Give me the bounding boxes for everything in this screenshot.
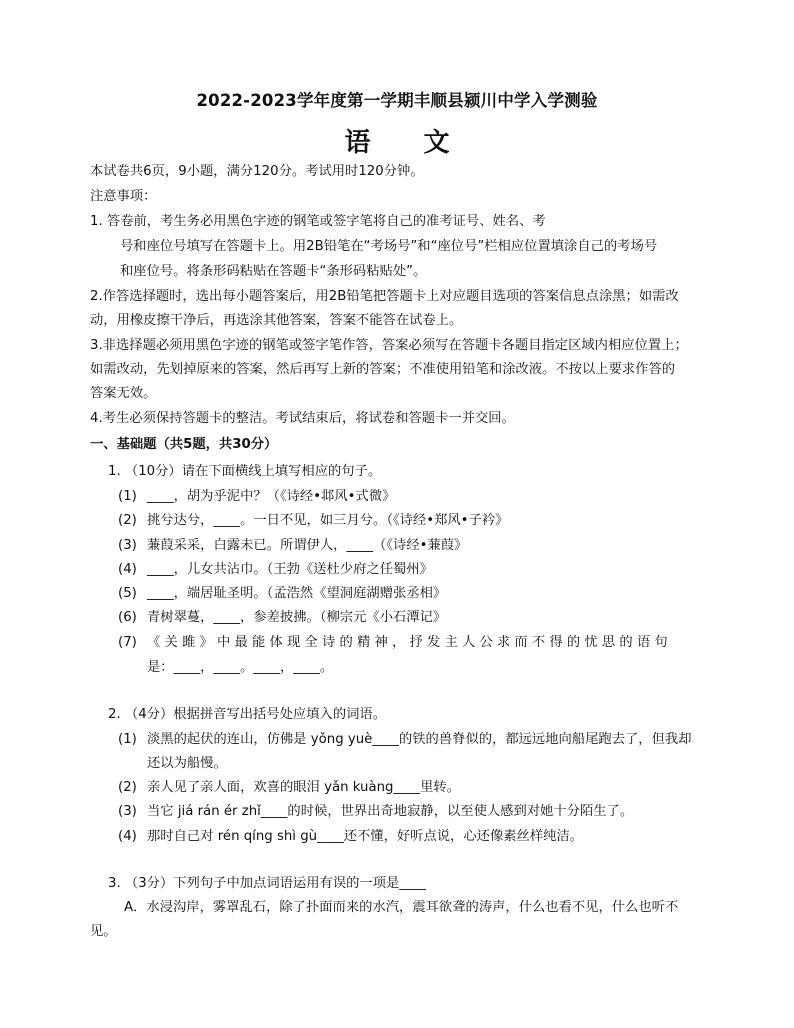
notes-title: 注意事项： [90, 189, 157, 204]
note-line: 2.作答选择题时，选出每小题答案后，用2B铅笔把答题卡上对应题目选项的答案信息点涂黑；如需改 [90, 289, 679, 304]
question-1-prompt: 1. （10分）请在下面横线上填写相应的句子。 [108, 464, 382, 479]
item-continuation: 还以为船慢。 [147, 756, 227, 771]
note-line: 和座位号。将条形码粘贴在答题卡“条形码粘贴处”。 [120, 264, 427, 279]
section-heading: 一、基础题（共5题，共30分） [90, 437, 278, 452]
item-text: ____，端居耻圣明。（孟浩然《望洞庭湖赠张丞相》 [147, 586, 447, 601]
option-a-continuation: 见。 [90, 924, 117, 939]
item-text: 挑兮达兮，____。一日不见，如三月兮。（《诗经•郑风•子衿》 [147, 513, 509, 528]
item-text: 青树翠蔓，____，参差披拂。（柳宗元《小石潭记》 [147, 610, 447, 625]
item-text: 蒹葭采采，白露未已。所谓伊人，____（《诗经•蒹葭》 [147, 538, 468, 553]
note-line: 如需改动，先划掉原来的答案，然后再写上新的答案；不准使用铅笔和涂改液。不按以上要求作答的 [90, 362, 676, 377]
item-number: (1) [118, 489, 137, 504]
item-number: (1) [118, 732, 137, 747]
item-text: 亲人见了亲人面，欢喜的眼泪 yǎn kuàng____里转。 [147, 780, 460, 795]
question-2-prompt: 2. （4分）根据拼音写出括号处应填入的词语。 [108, 707, 387, 722]
question-3-prompt: 3. （3分）下列句子中加点词语运用有误的一项是____ [108, 876, 426, 891]
item-number: (2) [118, 513, 137, 528]
item-number: (7) [118, 635, 137, 650]
item-text: 那时自己对 rén qíng shì gù____还不懂，好听点说，心还像素丝样纯洁。 [147, 829, 584, 844]
note-line: 动，用橡皮擦干净后，再选涂其他答案，答案不能答在试卷上。 [90, 313, 463, 328]
item-text: 当它 jiá rán ér zhǐ____的时候，世界出奇地寂静，以至使人感到对她十分陌生了。 [147, 804, 634, 819]
note-line: 1. 答卷前，考生务必用黑色字迹的钢笔或签字笔将自己的准考证号、姓名、考 [90, 214, 546, 229]
item-number: (3) [118, 538, 137, 553]
note-line: 号和座位号填写在答题卡上。用2B铅笔在“考场号”和“座位号”栏相应位置填涂自己的考场号 [120, 239, 658, 254]
note-line: 3.非选择题必须用黑色字迹的钢笔或签字笔作答，答案必须写在答题卡各题目指定区域内相应位置上； [90, 338, 688, 353]
item-text: 淡黑的起伏的连山，仿佛是 yǒng yuè____的铁的兽脊似的，都远远地向船尾跑去了，但我却 [147, 732, 692, 747]
note-line: 4.考生必须保持答题卡的整洁。考试结束后，将试卷和答题卡一并交回。 [90, 411, 515, 426]
exam-summary: 本试卷共6页，9小题，满分120分。考试用时120分钟。 [90, 164, 424, 179]
item-text: ____，儿女共沾巾。（王勃《送杜少府之任蜀州》 [147, 562, 433, 577]
exam-title: 2022-2023学年度第一学期丰顺县颍川中学入学测验 [196, 91, 598, 110]
item-number: (5) [118, 586, 137, 601]
item-number: (6) [118, 610, 137, 625]
item-text: 《关雎》中最能体现全诗的精神，抒发主人公求而不得的忧思的语句 [147, 635, 672, 650]
note-line: 答案无效。 [90, 386, 157, 401]
subject-title: 语 文 [344, 128, 472, 158]
item-number: (3) [118, 804, 137, 819]
option-a: A．水浸沟岸，雾罩乱石，除了扑面而来的水汽，震耳欲聋的涛声，什么也看不见，什么也听不 [124, 900, 679, 915]
item-text: ____，胡为乎泥中？（《诗经•邶风•式微》 [147, 489, 396, 504]
item-number: (2) [118, 780, 137, 795]
item-continuation: 是：____，____。____，____。 [147, 660, 334, 675]
item-number: (4) [118, 562, 137, 577]
item-number: (4) [118, 829, 137, 844]
